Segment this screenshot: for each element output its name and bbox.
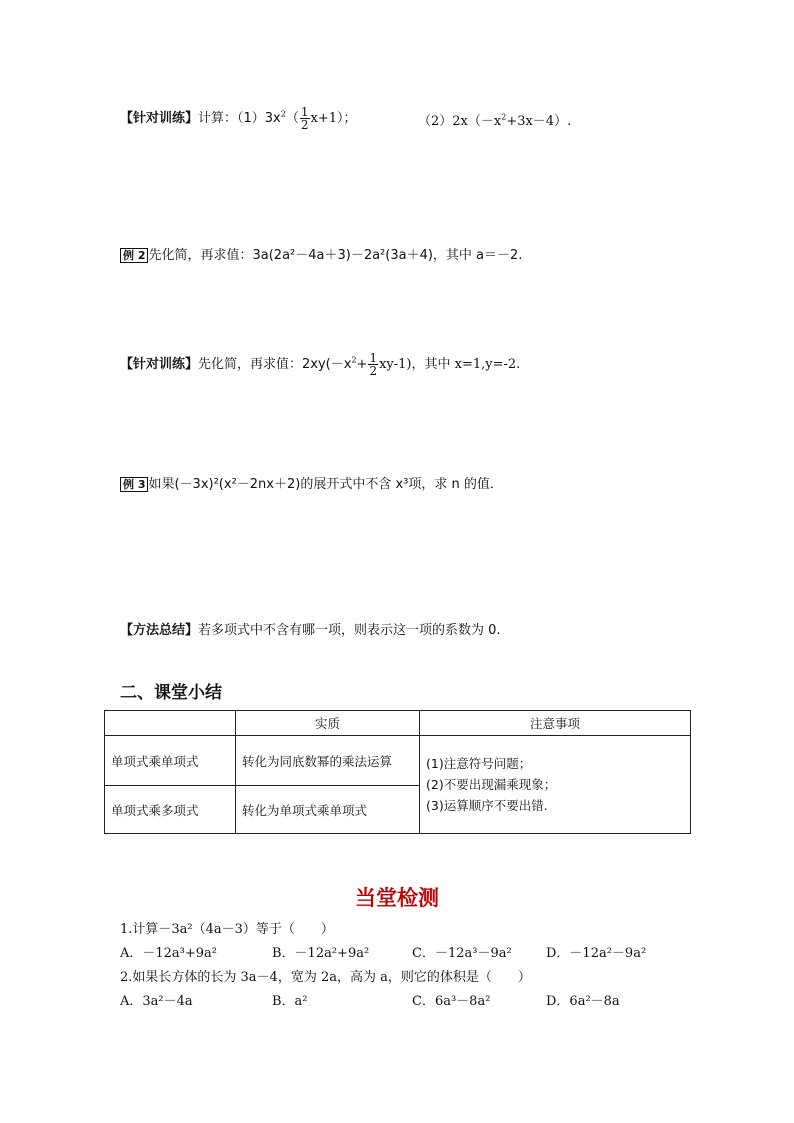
- table-header-row: [105, 711, 691, 736]
- paren-open: （: [285, 111, 299, 126]
- practice-1-part-2-text: （2）2x（－x: [418, 114, 502, 129]
- table-cell-name: 单项式乘单项式: [105, 736, 236, 786]
- practice-label: 【针对训练】: [120, 111, 199, 126]
- practice-1-part-2-rest: +3x－4）.: [506, 114, 572, 129]
- question-2-stem: 2.如果长方体的长为 3a－4，宽为 2a，高为 a，则它的体积是（ ）: [120, 970, 531, 985]
- method-label: 【方法总结】: [120, 623, 199, 638]
- question-2-option-b: B．a²: [272, 994, 308, 1009]
- table-header-cell: [105, 711, 236, 736]
- practice-2-text: 先化简，再求值：2xy(－x: [198, 357, 352, 372]
- question-1-option-a: A．－12a³+9a²: [120, 946, 218, 961]
- practice-1-part-2: [418, 110, 571, 129]
- note-item: (2)不要出现漏乘现象；: [426, 777, 557, 792]
- example-3: [120, 473, 503, 492]
- table-header-cell: 实质: [236, 711, 420, 736]
- question-2-option-c: C．6a³－8a²: [412, 994, 491, 1009]
- question-1-option-d: D．－12a²－9a²: [546, 946, 647, 961]
- note-item: (1)注意符号问题；: [426, 756, 532, 771]
- table-cell-essence: 转化为同底数幂的乘法运算: [236, 736, 420, 786]
- question-1-option-c: C．－12a³－9a²: [412, 946, 512, 961]
- table-cell-name: 单项式乘多项式: [105, 786, 236, 834]
- example-2-text: 先化简，再求值：3a(2a²－4a＋3)－2a²(3a＋4)，其中 a＝－2.: [148, 248, 523, 263]
- practice-2: [120, 352, 520, 377]
- practice-1-after-fraction: x+1）；: [310, 111, 357, 126]
- table-header-cell: 注意事项: [420, 711, 691, 736]
- practice-2-after-fraction: xy-1)，其中 x=1,y=-2.: [379, 357, 521, 372]
- practice-1: [120, 106, 357, 131]
- question-2-option-a: A．3a²－4a: [120, 994, 193, 1009]
- plus-sign: +: [356, 357, 368, 372]
- fraction-numerator: 1: [369, 351, 378, 365]
- check-title: 当堂检测: [355, 886, 439, 910]
- question-2-option-d: D．6a²－8a: [546, 994, 620, 1009]
- table-cell-notes: [420, 736, 691, 834]
- practice-label: 【针对训练】: [120, 357, 199, 372]
- fraction-denominator: 2: [369, 364, 378, 378]
- method-text: 若多项式中不含有哪一项，则表示这一项的系数为 0.: [198, 623, 501, 638]
- table-row: [105, 736, 691, 786]
- fraction: [300, 106, 310, 131]
- section-title: 二、课堂小结: [120, 683, 222, 703]
- practice-1-text: 计算：（1）3x: [198, 111, 281, 126]
- fraction-denominator: 2: [300, 118, 309, 132]
- example-label: 例 3: [120, 477, 148, 492]
- exponent: 2: [351, 355, 357, 365]
- fraction: [368, 352, 378, 377]
- summary-table: [104, 710, 691, 834]
- table-cell-essence: 转化为单项式乘单项式: [236, 786, 420, 834]
- exponent: 2: [501, 112, 507, 122]
- question-1-stem: 1.计算－3a²（4a－3）等于（ ）: [120, 922, 334, 937]
- fraction-numerator: 1: [300, 105, 309, 119]
- exponent: 2: [280, 109, 286, 119]
- question-1-option-b: B．－12a²+9a²: [272, 946, 370, 961]
- example-label: 例 2: [120, 248, 148, 263]
- method-summary: [120, 619, 501, 638]
- example-3-text: 如果(－3x)²(x²－2nx＋2)的展开式中不含 x³项，求 n 的值．: [148, 477, 503, 492]
- example-2: [120, 244, 522, 263]
- note-item: (3)运算顺序不要出错.: [426, 798, 548, 813]
